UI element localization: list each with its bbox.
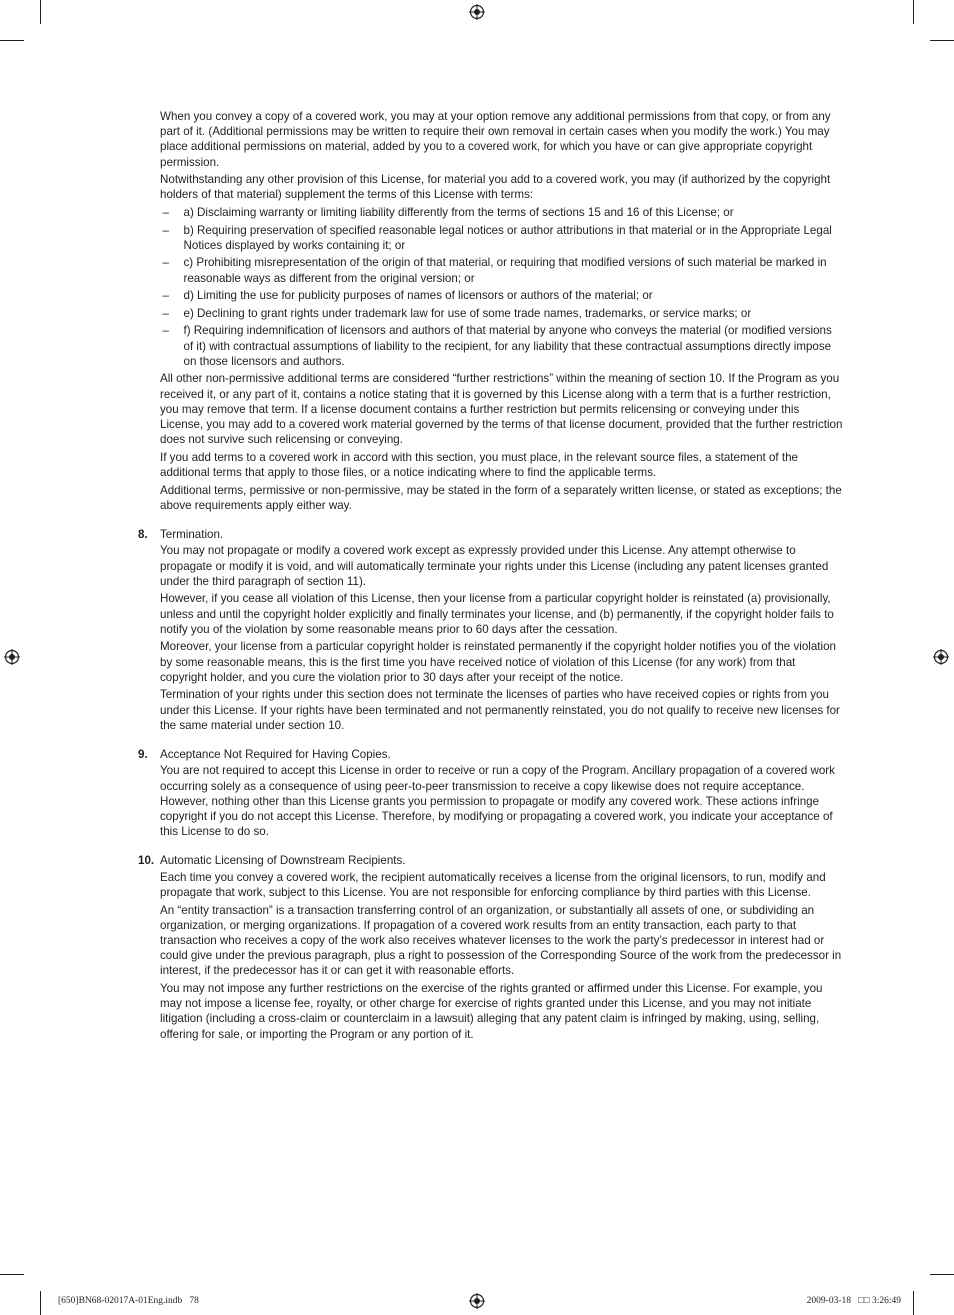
footer-file-info: [650]BN68-02017A-01Eng.indb 78 (58, 1296, 199, 1306)
paragraph: Additional terms, permissive or non-permissive, may be stated in the form of a separately written license, or stated as exceptions; the above requirements apply either way. (160, 483, 842, 512)
section-number: 8. (138, 527, 148, 541)
license-text-body (138, 109, 844, 1044)
list-item (162, 223, 845, 253)
paragraph: Each time you convey a covered work, the recipient automatically receives a license from the original licensors, to run, modify and propagate that work, subject to this License. You are not responsible for enforcing compliance by third parties with this License. (160, 870, 826, 899)
list-item (162, 255, 845, 285)
list-item (162, 323, 845, 369)
list-item-text: b) Requiring preservation of specified reasonable legal notices or author attributions in that material or in the Appropriate Legal Notices displayed by works containing it; or (183, 223, 832, 252)
additional-terms-list (160, 205, 844, 369)
crop-mark-bottom-left-horizontal (0, 1274, 24, 1275)
list-item-text: a) Disclaiming warranty or limiting liability differently from the terms of sections 15 and 16 of this License; or (183, 206, 734, 219)
paragraph: Notwithstanding any other provision of this License, for material you add to a covered work, you may (if authorized by the copyright holders of that material) supplement the terms of this License with terms: (160, 173, 831, 202)
list-item (162, 205, 845, 220)
paragraph: You may not impose any further restrictions on the exercise of the rights granted or affirmed under this License. For example, you may not impose a license fee, royalty, or other charge for exercise of rights granted under this License, and you may not initiate litigation (including a cross-claim or counterclaim in a lawsuit) alleging that any patent claim is infringed by making, using, selling, offering for sale, or importing the Program or any portion of it. (160, 981, 823, 1041)
paragraph: Termination of your rights under this section does not terminate the licenses of parties who have received copies or rights from you under this License. If your rights have been terminated and not permanently reinstated, you do not qualify to receive new licenses for the same material under section 10. (160, 688, 840, 732)
paragraph: An “entity transaction” is a transaction transferring control of an organization, or substantially all assets of one, or subdividing an organization, or merging organizations. If propagation of a covered work results from an entity transaction, each party to that transaction who receives a copy of the work also receives whatever licenses to the work the party’s predecessor in interest had or could give under the previous paragraph, plus a right to possession of the Corresponding Source of the work from the predecessor in interest, if the predecessor has it or can get it with reasonable efforts. (160, 903, 842, 978)
crop-mark-bottom-right-vertical (913, 1291, 914, 1315)
paragraph: You may not propagate or modify a covered work except as expressly provided under this License. Any attempt otherwise to propagate or modify it is void, and will automatically terminate your rights under this License (including any patent licenses granted under the third paragraph of section 11). (160, 544, 829, 588)
bullet-dash: – (162, 324, 169, 338)
section-number: 10. (138, 853, 155, 867)
section-acceptance-not-required (138, 747, 844, 840)
list-item (162, 306, 845, 321)
paragraph: All other non-permissive additional terms are considered “further restrictions” within the meaning of section 10. If the Program as you received it, or any part of it, contains a notice stating that it is governed by this License along with a term that is a further restriction, you may remove that term. If a license document contains a further restriction but permits relicensing or conveying under this License, you may add to a covered work material governed by the terms of that license document, provided that the further restriction does not survive such relicensing or conveying. (160, 372, 843, 447)
footer-timestamp: 2009-03-18 □□ 3:26:49 (806, 1296, 901, 1306)
bullet-dash: – (162, 223, 169, 237)
registration-target-icon (469, 1293, 485, 1309)
registration-target-icon (4, 649, 20, 665)
list-item-text: c) Prohibiting misrepresentation of the origin of that material, or requiring that modified versions of such material be marked in reasonable ways as different from the original version; or (183, 256, 827, 285)
bullet-dash: – (162, 256, 169, 270)
list-item-text: d) Limiting the use for publicity purposes of names of licensors or authors of the material; or (183, 289, 653, 303)
crop-mark-top-right-horizontal (930, 40, 954, 41)
bullet-dash: – (162, 206, 169, 219)
paragraph: When you convey a copy of a covered work, you may at your option remove any additional permissions from that copy, or from any part of it. (Additional permissions may be written to require their own removal in certain cases when you modify the work.) You may place additional permissions on material, added by you to a covered work, for which you have or can give appropriate copyright permission. (160, 110, 831, 169)
section-heading: Termination. (160, 527, 224, 541)
paragraph: However, if you cease all violation of this License, then your license from a particular copyright holder is reinstated (a) provisionally, unless and until the copyright holder explicitly and finally terminates your license, and (b) permanently, if the copyright holder fails to notify you of the violation by some reasonable means prior to 60 days after the cessation. (160, 592, 834, 636)
list-item-text: e) Declining to grant rights under trademark law for use of some trade names, trademarks, or service marks; or (183, 306, 752, 320)
section-heading: Acceptance Not Required for Having Copies. (160, 747, 391, 761)
registration-target-icon (933, 649, 949, 665)
paragraph: If you add terms to a covered work in accord with this section, you must place, in the relevant source files, a statement of the additional terms that apply to those files, or a notice indicating where to find the applicable terms. (160, 450, 798, 479)
paragraph: Moreover, your license from a particular copyright holder is reinstated permanently if the copyright holder notifies you of the violation by some reasonable means, this is the first time you have received notice of violation of this License (for any work) from that copyright holder, and you cure the violation prior to 30 days after your receipt of the notice. (160, 640, 837, 684)
list-item (162, 288, 845, 303)
bullet-dash: – (162, 289, 169, 303)
crop-mark-top-left-vertical (40, 0, 41, 24)
bullet-dash: – (162, 306, 169, 320)
section-heading: Automatic Licensing of Downstream Recipients. (160, 853, 406, 867)
section-automatic-licensing (138, 853, 844, 1042)
crop-mark-top-right-vertical (913, 0, 914, 24)
crop-mark-bottom-right-horizontal (930, 1274, 954, 1275)
section-termination (138, 527, 844, 733)
list-item-text: f) Requiring indemnification of licensors and authors of that material by anyone who conveys the material (or modified versions of it) with contractual assumptions of liability to the recipient, for any liability that these contractual assumptions directly impose on those licensors and authors. (183, 324, 832, 368)
crop-mark-bottom-left-vertical (40, 1291, 41, 1315)
crop-mark-top-left-horizontal (0, 40, 24, 41)
registration-target-icon (469, 4, 485, 20)
section-number: 9. (138, 747, 148, 761)
paragraph: You are not required to accept this License in order to receive or run a copy of the Program. Ancillary propagation of a covered work occurring solely as a consequence of using peer-to-peer transmission to receive a copy likewise does not require acceptance. However, nothing other than this License grants you permission to propagate or modify any covered work. These actions infringe copyright if you do not accept this License. Therefore, by modifying or propagating a covered work, you indicate your acceptance of this License to do so. (160, 764, 835, 839)
